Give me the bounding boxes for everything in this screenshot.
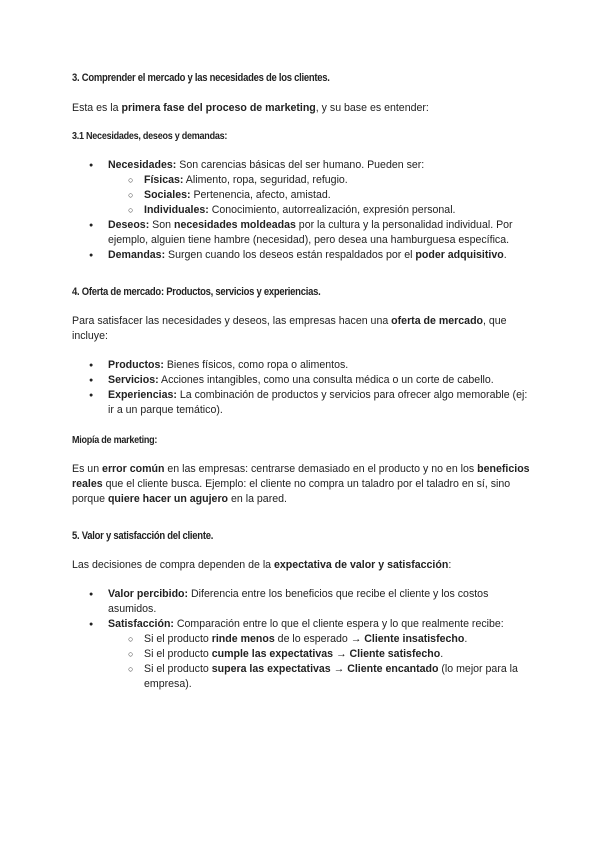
miopia-paragraph (72, 462, 532, 507)
text-run: por la cultura y la personalidad individual. Por ejemplo, alguien tiene hambre (necesidad), pero desea una hamburguesa específica. (108, 219, 513, 246)
needs-list (72, 158, 532, 263)
text-run: Si el producto (144, 648, 212, 660)
text-run-bold: quiere hacer un agujero (107, 493, 229, 505)
text-run: Las decisiones de compra dependen de la (72, 559, 275, 571)
text-run: → (333, 648, 350, 660)
list-item-individuales (72, 203, 532, 218)
list-item-experiencias (72, 388, 532, 418)
text-run-bold: rinde menos (211, 633, 275, 645)
text-run-bold: Físicas: (144, 174, 184, 186)
text-run-bold: poder adquisitivo (415, 249, 504, 261)
section-3-1-heading: 3.1 Necesidades, deseos y demandas: (72, 130, 228, 142)
text-run: Si el producto (144, 663, 212, 675)
text-run-bold: Experiencias: (108, 389, 177, 401)
text-run: Surgen cuando los deseos están respaldados por el (165, 249, 416, 261)
text-run: Bienes físicos, como ropa o alimentos. (163, 359, 349, 371)
text-run-bold: Individuales: (144, 204, 209, 216)
text-run-bold: Cliente insatisfecho (364, 633, 465, 645)
text-run: Alimento, ropa, seguridad, refugio. (183, 174, 348, 186)
text-run-bold: Cliente encantado (347, 663, 439, 675)
text-run: La combinación de productos y servicios para ofrecer algo memorable (ej: ir a un parque temático). (108, 389, 528, 416)
text-run-bold: cumple las expectativas (211, 648, 334, 660)
text-run-bold: supera las expectativas (211, 663, 331, 675)
list-item-necesidades (72, 158, 532, 218)
text-run: , y su base es entender: (315, 102, 429, 114)
section-4-heading: 4. Oferta de mercado: Productos, servicios y experiencias. (72, 286, 321, 298)
offer-list (72, 358, 532, 418)
text-run-bold: Servicios: (108, 374, 159, 386)
list-item-deseos (72, 218, 532, 248)
text-run-bold: Satisfacción: (108, 618, 174, 630)
needs-sublist (108, 173, 532, 218)
list-item-valor-percibido (72, 587, 532, 617)
document-content (72, 71, 532, 692)
text-run-bold: error común (102, 463, 165, 475)
text-run: Son (149, 219, 174, 231)
text-run-bold: Necesidades: (108, 159, 177, 171)
text-run-bold: Cliente satisfecho (349, 648, 441, 660)
text-run-bold: Demandas: (108, 249, 166, 261)
text-run-bold: Sociales: (144, 189, 191, 201)
text-run: Conocimiento, autorrealización, expresión personal. (208, 204, 456, 216)
text-run: de lo esperado → (274, 633, 365, 645)
section-5-heading: 5. Valor y satisfacción del cliente. (72, 530, 214, 542)
miopia-heading: Miopía de marketing: (72, 434, 158, 446)
list-item-productos (72, 358, 532, 373)
text-run: Si el producto (144, 633, 212, 645)
text-run: → (330, 663, 348, 675)
text-run-bold: Productos: (108, 359, 164, 371)
text-run: Esta es la (72, 102, 122, 114)
text-run: que el cliente busca. Ejemplo: el cliente no compra un taladro por el taladro en sí, sino porque (72, 478, 511, 505)
text-run: Comparación entre lo que el cliente espera y lo que realmente recibe: (173, 618, 504, 630)
text-run: Es un (72, 463, 103, 475)
value-list (72, 587, 532, 692)
text-run-bold: Deseos: (108, 219, 150, 231)
list-item-fisicas (72, 173, 532, 188)
text-run-bold: expectativa de valor y satisfacción (274, 559, 449, 571)
text-run: en la pared. (228, 493, 287, 505)
list-item-encantado (72, 662, 532, 692)
text-run: : (448, 559, 452, 571)
text-run: Para satisfacer las necesidades y deseos, las empresas hacen una (72, 315, 392, 327)
text-run: Pertenencia, afecto, amistad. (190, 189, 331, 201)
text-run-bold: necesidades moldeadas (173, 219, 296, 231)
list-item-satisfaccion (72, 617, 532, 692)
section-4-intro (72, 314, 532, 344)
text-run: . (464, 633, 468, 645)
text-run: en las empresas: centrarse demasiado en el producto y no en los (164, 463, 478, 475)
text-run-bold: Valor percibido: (108, 588, 189, 600)
text-run-bold: beneficios reales (72, 463, 530, 490)
section-5-intro (72, 558, 532, 573)
section-3-heading: 3. Comprender el mercado y las necesidades de los clientes. (72, 72, 330, 84)
list-item-demandas (72, 248, 532, 263)
text-run-bold: oferta de mercado (391, 315, 484, 327)
text-run: , que incluye: (72, 315, 507, 342)
text-run: Acciones intangibles, como una consulta médica o un corte de cabello. (158, 374, 494, 386)
list-item-servicios (72, 373, 532, 388)
text-run: . (440, 648, 444, 660)
text-run: Diferencia entre los beneficios que recibe el cliente y los costos asumidos. (108, 588, 489, 615)
list-item-satisfecho (72, 647, 532, 662)
text-run-bold: primera fase del proceso de marketing (121, 102, 316, 114)
text-run: . (503, 249, 507, 261)
list-item-insatisfecho (72, 632, 532, 647)
section-3-intro (72, 101, 532, 116)
list-item-sociales (72, 188, 532, 203)
satisfaction-sublist (108, 632, 532, 692)
text-run: (lo mejor para la empresa). (144, 663, 518, 690)
text-run: Son carencias básicas del ser humano. Pueden ser: (176, 159, 425, 171)
